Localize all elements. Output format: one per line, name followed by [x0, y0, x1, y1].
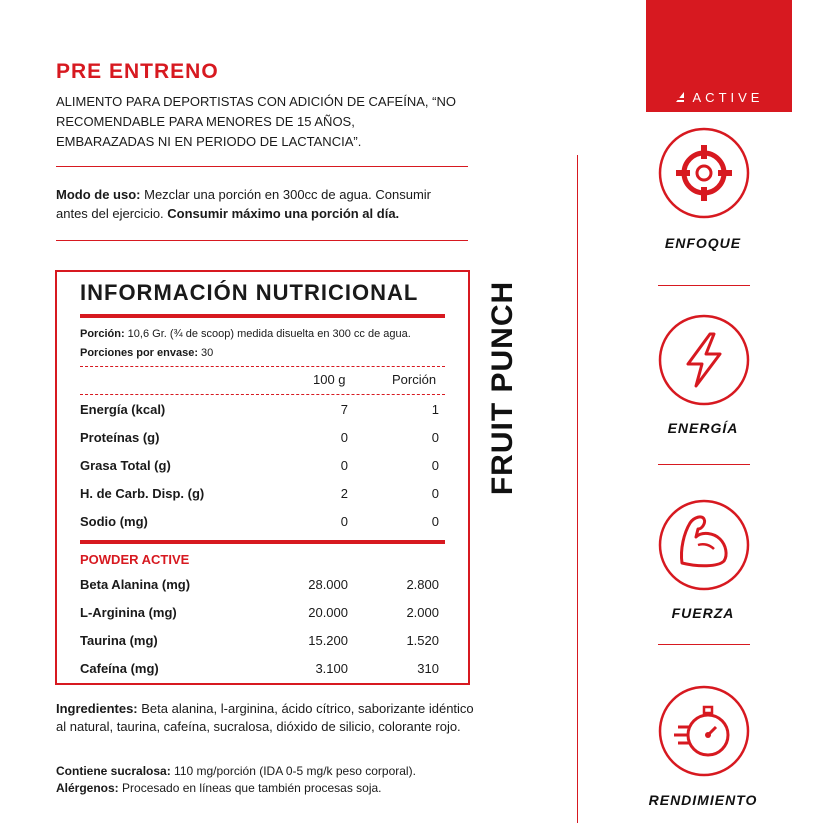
- benefit-label-energia: ENERGÍA: [667, 420, 739, 436]
- benefit-label-fuerza: FUERZA: [671, 605, 735, 621]
- servings-value: 30: [198, 347, 214, 359]
- benefit-label-enfoque: ENFOQUE: [664, 235, 742, 251]
- section-bar: [80, 540, 445, 544]
- sucralose-info: [56, 763, 486, 780]
- row-label: Cafeína (mg): [80, 661, 159, 676]
- row-label: Proteínas (g): [80, 430, 160, 445]
- usage-emphasis: Consumir máximo una porción al día.: [167, 206, 400, 221]
- row-label: H. de Carb. Disp. (g): [80, 486, 205, 501]
- value-portion: 0: [431, 430, 439, 445]
- row-label: Beta Alanina (mg): [80, 577, 191, 592]
- powder-section-title: POWDER ACTIVE: [80, 552, 190, 567]
- servings-info: [80, 347, 213, 359]
- value-portion: 2.800: [406, 577, 439, 592]
- value-100g: 15.200: [308, 633, 348, 648]
- column-header-100g: 100 g: [313, 372, 346, 387]
- nutrition-title: INFORMACIÓN NUTRICIONAL: [80, 280, 419, 305]
- divider: [658, 464, 750, 465]
- usage-instructions: [56, 185, 466, 223]
- ingredients-text: Beta alanina, l-arginina, ácido cítrico, saborizante idéntico al natural, taurina, cafeína, sucralosa, dióxido de silicio, colorante rojo.: [56, 701, 474, 734]
- row-label: Grasa Total (g): [80, 458, 171, 473]
- sucralose-text: 110 mg/porción (IDA 0-5 mg/k peso corporal).: [170, 764, 416, 778]
- divider: [658, 644, 750, 645]
- sucralose-label: Contiene sucralosa:: [56, 764, 171, 778]
- nutrition-row: [80, 661, 445, 681]
- crosshair-icon: [658, 127, 750, 219]
- value-100g: 20.000: [308, 605, 348, 620]
- value-portion: 0: [431, 486, 439, 501]
- row-label: Taurina (mg): [80, 633, 158, 648]
- brand-name: ACTIVE: [692, 90, 764, 105]
- value-100g: 7: [340, 402, 348, 417]
- nutrition-row: [80, 402, 445, 422]
- nutrition-row: [80, 577, 445, 597]
- page-title: PRE ENTRENO: [56, 60, 219, 83]
- value-portion: 1: [431, 402, 439, 417]
- benefit-label-rendimiento: RENDIMIENTO: [648, 792, 758, 808]
- value-portion: 310: [417, 661, 439, 676]
- triangle-logo-icon: [675, 91, 689, 103]
- nutrition-row: [80, 430, 445, 450]
- allergens-text: Procesado en líneas que también procesas soja.: [118, 781, 382, 795]
- dashed-divider: [80, 366, 445, 367]
- row-label: Energía (kcal): [80, 402, 166, 417]
- allergens-label: Alérgenos:: [56, 781, 119, 795]
- flexed-arm-icon: [658, 499, 750, 591]
- usage-text: Mezclar una porción en 300cc de agua. Consumir antes del ejercicio.: [56, 187, 431, 221]
- portion-info: [80, 328, 411, 340]
- vertical-divider: [577, 155, 578, 823]
- dashed-divider: [80, 394, 445, 395]
- brand-logo: [646, 89, 792, 107]
- row-label: L-Arginina (mg): [80, 605, 177, 620]
- value-100g: 3.100: [315, 661, 348, 676]
- brand-block: [646, 0, 792, 112]
- nutrition-row: [80, 458, 445, 478]
- value-100g: 2: [340, 486, 348, 501]
- column-header-portion: Porción: [392, 372, 437, 387]
- divider: [56, 240, 468, 241]
- lightning-icon: [658, 314, 750, 406]
- divider: [56, 166, 468, 167]
- nutrition-row: [80, 514, 445, 534]
- value-100g: 0: [340, 514, 348, 529]
- nutrition-row: [80, 605, 445, 625]
- stopwatch-icon: [658, 685, 750, 777]
- value-portion: 2.000: [406, 605, 439, 620]
- servings-label: Porciones por envase:: [80, 347, 198, 359]
- divider: [658, 285, 750, 286]
- portion-label: Porción:: [80, 328, 125, 340]
- value-portion: 0: [431, 514, 439, 529]
- portion-text: 10,6 Gr. (¾ de scoop) medida disuelta en 300 cc de agua.: [124, 328, 411, 340]
- allergens-info: [56, 780, 486, 797]
- flavor-label: [478, 270, 528, 505]
- flavor-text: FRUIT PUNCH: [486, 280, 519, 495]
- value-portion: 0: [431, 458, 439, 473]
- nutrition-row: [80, 633, 445, 653]
- row-label: Sodio (mg): [80, 514, 148, 529]
- value-100g: 0: [340, 430, 348, 445]
- value-100g: 28.000: [308, 577, 348, 592]
- value-100g: 0: [340, 458, 348, 473]
- product-description: ALIMENTO PARA DEPORTISTAS CON ADICIÓN DE CAFEÍNA, “NO RECOMENDABLE PARA MENORES DE 15 AÑOS, EMBARAZADAS NI EN PERIODO DE LACTANCIA”.: [56, 94, 456, 149]
- ingredients: [56, 700, 476, 736]
- title-bar: [80, 314, 445, 318]
- value-portion: 1.520: [406, 633, 439, 648]
- ingredients-label: Ingredientes:: [56, 701, 138, 716]
- usage-label: Modo de uso:: [56, 187, 141, 202]
- nutrition-row: [80, 486, 445, 506]
